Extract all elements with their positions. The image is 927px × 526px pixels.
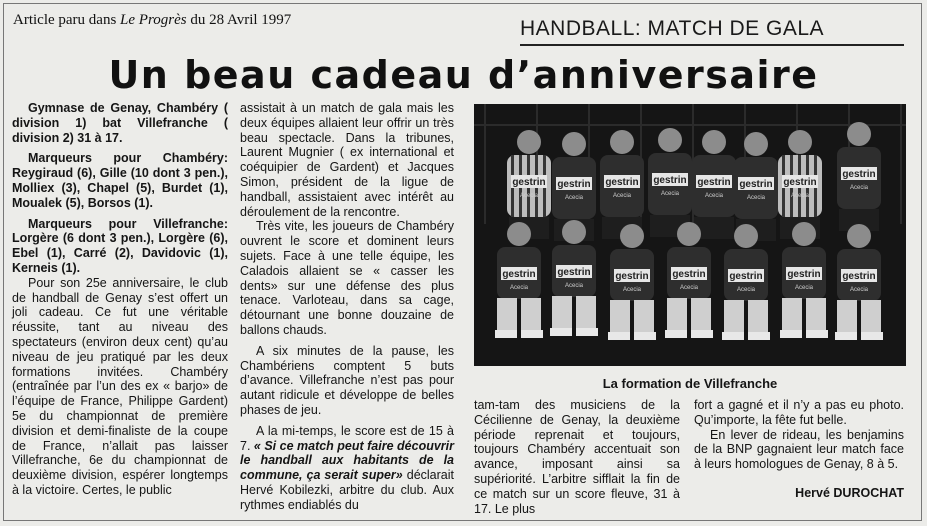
player-leg	[552, 296, 572, 330]
jersey-text: gestrin	[512, 177, 546, 188]
jersey-subtext: Acecia	[564, 195, 584, 201]
rubric-underline	[520, 44, 904, 46]
player-leg	[521, 298, 541, 332]
player-leg	[634, 300, 654, 334]
author-byline: Hervé DUROCHAT	[795, 485, 904, 500]
scorers-villefranche: Marqueurs pour Villefranche: Lorgère (6 dont 3 pen.), Lorgère (6), Ebel (1), Carré (2), Davidovic (1), Kerneis (1).	[12, 216, 228, 275]
jersey-subtext: Acecia	[704, 193, 724, 199]
jersey-subtext: Acecia	[679, 285, 699, 291]
player-head	[562, 132, 586, 156]
jersey-subtext: Acecia	[790, 193, 810, 199]
player-shoe	[780, 330, 802, 338]
player-shoe	[495, 330, 517, 338]
player-shoe	[835, 332, 857, 340]
jersey-text: gestrin	[697, 177, 731, 188]
paragraph: assistait à un match de gala mais les deux équipes allaient leur offrir un très beau spectacle. Dans la tribunes, Laurent Mugnier ( ex international et coéquipier de Gardent) et Jacques Simon, président de la ligue de handball, assistaient avec intérêt au déroulement de la rencontre.	[240, 101, 454, 219]
player-shoe	[521, 330, 543, 338]
source-prefix: Article paru dans	[13, 12, 117, 28]
player-shoe	[550, 328, 572, 336]
player-shoe	[748, 332, 770, 340]
team-photo-illustration	[474, 104, 906, 366]
player-head	[744, 132, 768, 156]
player-leg	[667, 298, 687, 332]
paragraph: tam-tam des musiciens de la Cécilienne de Genay, la deuxième période reprenait et toujours, toujours Chambéry accentuait son avance, imposant ainsi sa supériorité. L’arbitre sifflait la fin de ce match sur un score fleuve, 31 à 17. Le plus	[474, 398, 680, 516]
player-shoe	[665, 330, 687, 338]
player-head	[620, 224, 644, 248]
player-head	[658, 128, 682, 152]
jersey-text: gestrin	[653, 175, 687, 186]
photo-caption: La formation de Villefranche	[602, 376, 778, 391]
source-publication: Le Progrès	[120, 12, 187, 28]
rubric: HANDBALL: MATCH DE GALA	[520, 17, 825, 40]
paragraph: fort a gagné et il n’y a pas eu photo. Qu’importe, la fête fut belle.	[694, 398, 904, 427]
jersey-text: gestrin	[729, 271, 763, 282]
player-head	[517, 130, 541, 154]
player-leg	[861, 300, 881, 334]
jersey-text: gestrin	[557, 179, 591, 190]
scorers-chambery: Marqueurs pour Chambéry: Reygiraud (6), Gille (10 dont 3 pen.), Molliex (3), Chapel (5), Burdet (1), Moualek (5), Borsos (1).	[12, 151, 228, 210]
column-2	[240, 101, 454, 513]
player-leg	[691, 298, 711, 332]
text-run: déclarait Hervé Kobilezki, arbitre du club. Aux rythmes endiablés du	[240, 468, 454, 512]
match-result: Gymnase de Genay, Chambéry ( division 1) bat Villefranche ( division 2) 31 à 17.	[12, 101, 228, 145]
player-leg	[782, 298, 802, 332]
player-head	[562, 220, 586, 244]
player-shoe	[576, 328, 598, 336]
jersey-subtext: Acecia	[519, 193, 539, 199]
jersey-text: gestrin	[787, 269, 821, 280]
player-head	[610, 130, 634, 154]
jersey-text: gestrin	[783, 177, 817, 188]
player-leg	[497, 298, 517, 332]
column-1	[12, 101, 228, 498]
paragraph: Très vite, les joueurs de Chambéry ouvrent le score et dominent leurs sujets. Face à une telle équipe, les Caladois allaient se « casser les dents» sur une défense des plus tenace. Varloteau, dans sa cage, détournant une bonne douzaine de ballons chauds.	[240, 219, 454, 337]
player-shoe	[691, 330, 713, 338]
jersey-subtext: Acecia	[849, 287, 869, 293]
jersey-subtext: Acecia	[509, 285, 529, 291]
player-head	[788, 130, 812, 154]
quote: « Si ce match peut faire découvrir le handball aux habitants de la commune, ça serait super»	[240, 438, 454, 483]
jersey-subtext: Acecia	[849, 185, 869, 191]
player-leg	[748, 300, 768, 334]
jersey-subtext: Acecia	[746, 195, 766, 201]
jersey-text: gestrin	[615, 271, 649, 282]
player-leg	[837, 300, 857, 334]
source-note	[13, 12, 291, 29]
player-shoe	[608, 332, 630, 340]
jersey-text: gestrin	[672, 269, 706, 280]
player-leg	[724, 300, 744, 334]
jersey-text: gestrin	[739, 179, 773, 190]
paragraph: Pour son 25e anniversaire, le club de handball de Genay s’est offert un joli cadeau. Ce fut une véritable réussite, tant au niveau des spectateurs (environ deux cent) qu’au niveau de jeu pratiqué par les deux formations invitées. Chambéry (entraînée par l’un des ex « barjo» de l’équipe de France, Philippe Gardent) 5e du championnat de première division et demi-finaliste de la coupe de France, n’allait pas laisser Villefranche, 6e du championnat de deuxième division, espérer longtemps à la victoire. Certes, le public	[12, 275, 228, 497]
jersey-text: gestrin	[502, 269, 536, 280]
player-head	[847, 122, 871, 146]
jersey-subtext: Acecia	[612, 193, 632, 199]
player-head	[702, 130, 726, 154]
jersey-subtext: Acecia	[564, 283, 584, 289]
source-date: du 28 Avril 1997	[190, 12, 292, 28]
player-head	[507, 222, 531, 246]
team-photo	[474, 104, 906, 366]
player-leg	[576, 296, 596, 330]
paragraph	[240, 424, 454, 513]
player-head	[792, 222, 816, 246]
player-shoe	[861, 332, 883, 340]
player-shoe	[806, 330, 828, 338]
player-leg	[806, 298, 826, 332]
jersey-subtext: Acecia	[736, 287, 756, 293]
paragraph: A six minutes de la pause, les Chambériens comptent 5 buts d’avance. Villefranche n’est pas pour autant ridicule et développe de belles phases de jeu.	[240, 343, 454, 417]
paragraph: En lever de rideau, les benjamins de la BNP gagnaient leur match face à leurs homologues de Genay, 8 à 5.	[694, 427, 904, 472]
jersey-subtext: Acecia	[794, 285, 814, 291]
player-shoe	[722, 332, 744, 340]
player-head	[734, 224, 758, 248]
text-run: A la mi-temps, le score est de 15 à 7.	[240, 423, 454, 453]
jersey-text: gestrin	[605, 177, 639, 188]
jersey-subtext: Acecia	[660, 191, 680, 197]
jersey-text: gestrin	[557, 267, 591, 278]
player-shoe	[634, 332, 656, 340]
player-head	[847, 224, 871, 248]
player-leg	[610, 300, 630, 334]
jersey-subtext: Acecia	[622, 287, 642, 293]
column-4	[694, 398, 904, 501]
jersey-text: gestrin	[842, 169, 876, 180]
jersey-text: gestrin	[842, 271, 876, 282]
player-head	[677, 222, 701, 246]
column-3	[474, 398, 680, 516]
headline: Un beau cadeau d’anniversaire	[108, 53, 819, 97]
